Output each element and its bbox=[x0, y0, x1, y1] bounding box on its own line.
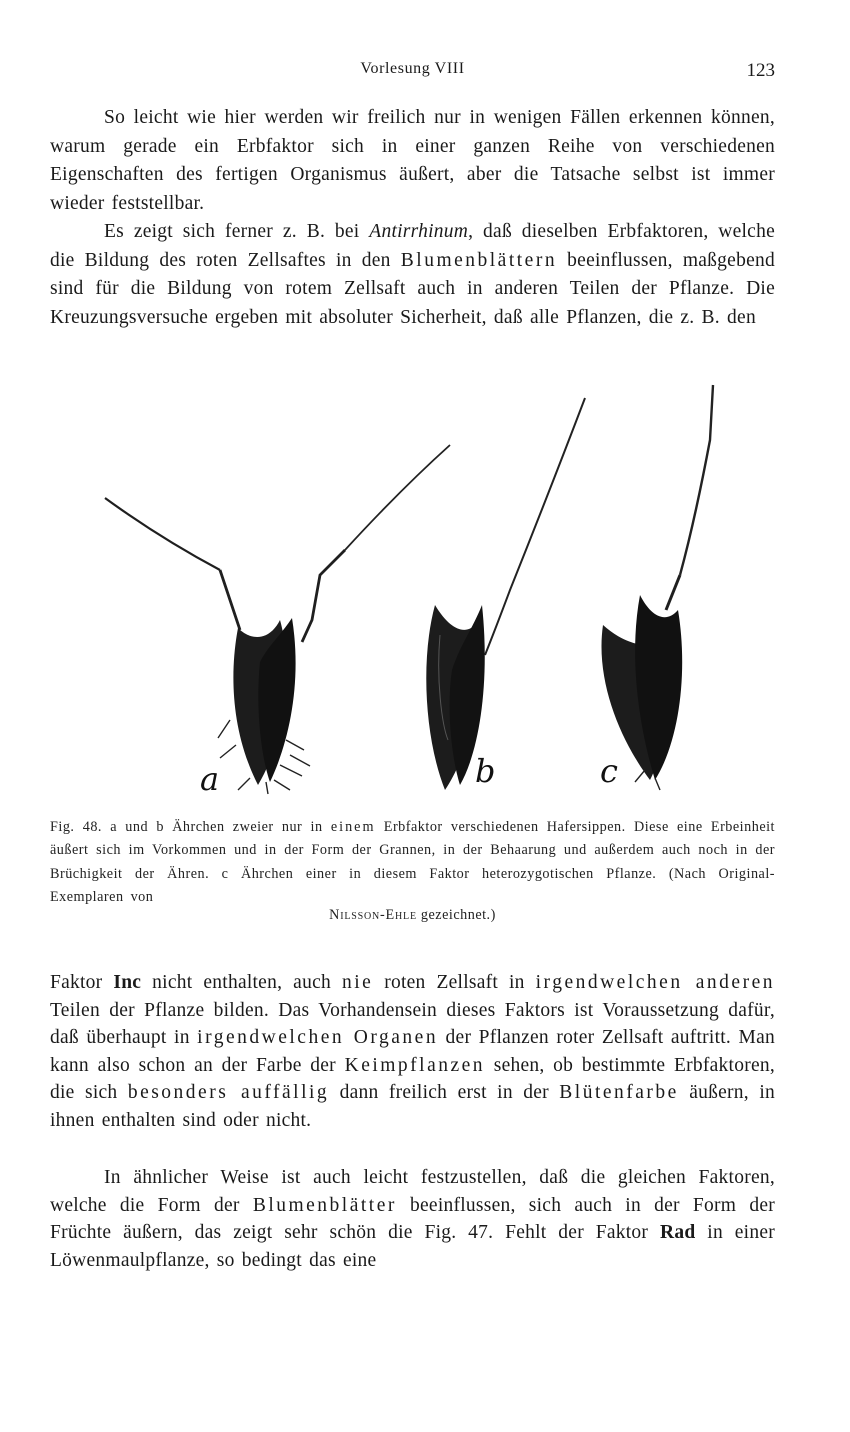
p3-spaced-5: besonders auffällig bbox=[127, 1082, 330, 1104]
figure-caption bbox=[50, 816, 775, 909]
figure-label-c: c bbox=[600, 752, 618, 790]
p3-spaced-2: irgendwelchen anderen bbox=[535, 972, 775, 993]
p2-italic-term: Antirrhinum bbox=[369, 221, 469, 242]
paragraph-3 bbox=[50, 969, 775, 1135]
figure-48 bbox=[80, 380, 780, 805]
p4-text-a: In ähnlicher Weise ist auch leicht festzustellen, daß die gleichen Faktoren, welche die Form der bbox=[50, 1167, 775, 1216]
caption-text-b: Erbfaktor verschiedenen Hafersippen. Diese eine Erbeinheit äußert sich im Vorkommen und in der Form der Grannen, in der Behaarung und außerdem auch noch in der Brüchigkeit der Ähren. c Ährchen einer in diesem Faktor heterozygotischen Pflanze. (Nach Original-Exemplaren von bbox=[50, 819, 775, 905]
caption-spaced-word: einem bbox=[330, 819, 376, 835]
oat-spikelets-illustration bbox=[80, 380, 780, 805]
running-title: Vorlesung VIII bbox=[360, 60, 465, 77]
p3-spaced-4: Keimpflanzen bbox=[344, 1054, 486, 1076]
caption-text-a: Fig. 48. a und b Ährchen zweier nur in bbox=[50, 819, 331, 835]
p2-text-c: beeinflussen, maßgebend sind für die Bildung von rotem Zellsaft auch in anderen Teilen der Pflanze. Die Kreuzungsversuche ergeben mit absoluter Sicherheit, daß alle Pflanzen, die z. B. den bbox=[50, 249, 775, 328]
p2-spaced-term: Blumenblättern bbox=[400, 249, 558, 271]
p3-text-a: Faktor bbox=[50, 972, 114, 993]
spikelet-c bbox=[601, 385, 713, 790]
paragraph-1-text: So leicht wie hier werden wir freilich nur in wenigen Fällen erkennen können, warum gerade ein Erbfaktor sich in einer ganzen Reihe von verschiedenen Eigenschaften des fertigen Organismus äußert, aber die Tatsache selbst ist immer wieder feststellbar. bbox=[50, 107, 775, 214]
p3-text-c: roten Zellsaft in bbox=[373, 972, 536, 993]
caption-credit-name: Nilsson-Ehle bbox=[329, 907, 417, 923]
spikelet-a bbox=[105, 445, 450, 794]
p3-bold-factor: Inc bbox=[113, 972, 142, 993]
p2-text-a: Es zeigt sich ferner z. B. bei bbox=[104, 221, 370, 242]
caption-credit-rest: gezeichnet.) bbox=[416, 907, 496, 923]
p4-bold-factor: Rad bbox=[660, 1222, 696, 1244]
p3-text-b: nicht enthalten, auch bbox=[141, 972, 342, 993]
caption-credit bbox=[50, 907, 775, 924]
p4-spaced-term: Blumenblätter bbox=[252, 1194, 397, 1216]
p3-text-e: der Pflanzen roter Zellsaft auftritt. Man kann also schon an der Farbe der bbox=[50, 1027, 776, 1076]
running-header bbox=[50, 60, 775, 86]
p4-text-b: beeinflussen, sich auch in der Form der Früchte äußern, das zeigt sehr schön die Fig. 47. Fehlt der Faktor bbox=[50, 1194, 775, 1244]
page-number: 123 bbox=[746, 60, 775, 81]
p3-text-g: dann freilich erst in der bbox=[329, 1082, 560, 1104]
p3-spaced-1: nie bbox=[341, 972, 374, 993]
figure-label-a: a bbox=[200, 760, 220, 798]
paragraph-2 bbox=[50, 218, 775, 332]
p3-text-h: äußern, in ihnen enthalten sind oder nicht. bbox=[50, 1082, 775, 1131]
p3-spaced-6: Blütenfarbe bbox=[559, 1082, 679, 1104]
p3-text-d: Teilen der Pflanze bilden. Das Vorhandensein dieses Faktors ist Voraussetzung dafür, daß überhaupt in bbox=[50, 999, 775, 1049]
spikelet-b bbox=[426, 398, 585, 790]
figure-label-b: b bbox=[475, 752, 496, 790]
paragraph-1 bbox=[50, 104, 775, 218]
p3-text-f: sehen, ob bestimmte Erbfaktoren, die sich bbox=[50, 1054, 775, 1104]
p4-text-c: in einer Löwenmaulpflanze, so bedingt das eine bbox=[50, 1222, 775, 1271]
p3-spaced-3: irgendwelchen Organen bbox=[197, 1027, 439, 1049]
paragraph-4 bbox=[50, 1164, 775, 1274]
p2-text-b: , daß dieselben Erbfaktoren, welche die Bildung des roten Zellsaftes in den bbox=[50, 221, 775, 271]
